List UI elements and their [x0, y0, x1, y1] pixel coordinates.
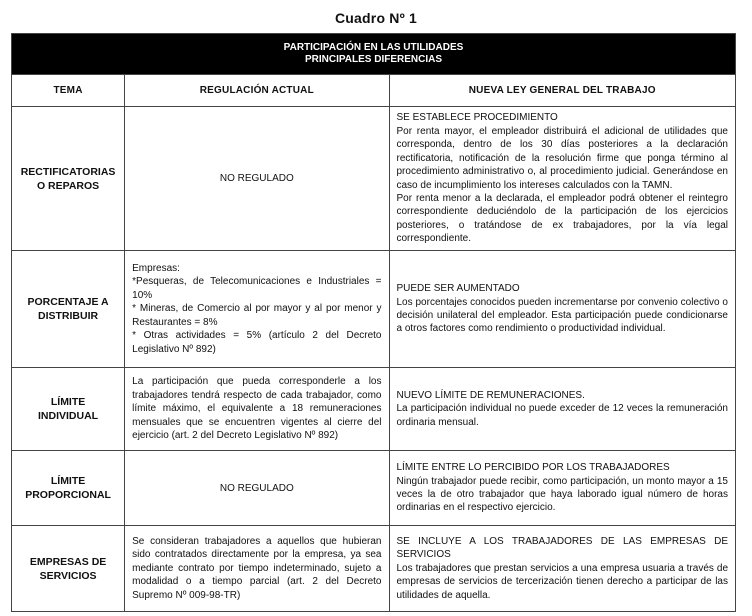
table-row: [12, 451, 736, 526]
regulacion-actual-cell: [125, 526, 389, 612]
nueva-ley-cell: [389, 451, 736, 526]
regulacion-actual-cell: [125, 251, 389, 368]
table-banner-row: [12, 34, 736, 75]
tema-line: INDIVIDUAL: [38, 410, 99, 422]
regulacion-actual-cell: [125, 451, 389, 526]
nueva-ley-heading: NUEVO LÍMITE DE REMUNERACIONES.: [396, 389, 585, 401]
tema-line: DISTRIBUIR: [38, 310, 99, 322]
row-tema-limite-individual: [12, 368, 125, 451]
regulacion-actual-paragraph: * Mineras, de Comercio al por mayor y al por menor y Restaurantes = 8%: [132, 303, 382, 328]
tema-line: RECTIFICATORIAS: [20, 165, 116, 178]
nueva-ley-cell: [389, 526, 736, 612]
nueva-ley-paragraph: Por renta menor a la declarada, el empleador podrá obtener el reintegro correspondiente deduciéndolo de la participación de los ejercicios posteriores, o tratándose de ex trabajadores, por la vía legal correspondiente.: [396, 192, 728, 245]
tema-line: EMPRESAS DE: [29, 555, 107, 568]
tema-line: LÍMITE: [50, 475, 86, 487]
nueva-ley-cell: [389, 368, 736, 451]
regulacion-actual-paragraph: La participación que pueda corresponderle a los trabajadores tendrá respecto de cada trabajador, como límite máximo, el equivalente a 18 remuneraciones mensuales que se encuentren vigentes al cierre del ejercicio (art. 2 del Decreto Legislativo Nº 892): [132, 376, 382, 442]
tema-line: PORCENTAJE A: [27, 296, 109, 308]
tema-line: SERVICIOS: [39, 569, 97, 582]
tema-line: LÍMITE: [50, 396, 86, 408]
table-banner: [12, 34, 736, 75]
column-header-row: [12, 75, 736, 107]
column-header-actual: REGULACIÓN ACTUAL: [125, 75, 389, 107]
table-row: [12, 107, 736, 251]
tema-line: O REPAROS: [36, 179, 100, 192]
nueva-ley-heading: LÍMITE ENTRE LO PERCIBIDO POR LOS TRABAJADORES: [396, 462, 670, 474]
nueva-ley-paragraph: Los porcentajes conocidos pueden incrementarse por convenio colectivo o decisión unilateral del empleador. Esta participación puede condicionarse a otros factores como rendimiento o productividad individual.: [396, 296, 728, 335]
nueva-ley-heading: SE INCLUYE A LOS TRABAJADORES DE LAS EMPRESAS DE SERVICIOS: [396, 535, 728, 561]
no-regulado-text: NO REGULADO: [219, 482, 294, 494]
nueva-ley-heading: PUEDE SER AUMENTADO: [396, 283, 520, 295]
no-regulado-text: NO REGULADO: [219, 173, 294, 184]
table-row: [12, 368, 736, 451]
banner-subtitle: PRINCIPALES DIFERENCIAS: [304, 54, 443, 65]
regulacion-actual-paragraph: Se consideran trabajadores a aquellos que hubieran sido contratados directamente por la empresa, ya sea mediante contrato por tiempo indeterminado, sujeto a modalidad o a tiempo parcial (art. 2 del Decreto Supremo Nº 009-98-TR): [132, 535, 382, 601]
column-header-nueva: NUEVA LEY GENERAL DEL TRABAJO: [389, 75, 736, 107]
column-header-tema: TEMA: [12, 75, 125, 107]
banner-title: PARTICIPACIÓN EN LAS UTILIDADES: [283, 42, 464, 53]
row-tema-limite-proporcional: [12, 451, 125, 526]
nueva-ley-paragraph: Ningún trabajador puede recibir, como participación, un monto mayor a 15 veces la de otro trabajador que haya laborado igual número de horas ordinarias en el respectivo ejercicio.: [396, 475, 728, 514]
row-tema-empresas-servicios: [12, 526, 125, 612]
regulacion-actual-paragraph: Empresas:: [132, 263, 180, 275]
tema-line: PROPORCIONAL: [25, 489, 111, 501]
nueva-ley-heading: SE ESTABLECE PROCEDIMIENTO: [396, 112, 558, 124]
table-caption: Cuadro Nº 1: [335, 10, 417, 26]
table-row: [12, 251, 736, 368]
comparison-table-frame: [11, 33, 736, 612]
regulacion-actual-paragraph: *Pesqueras, de Telecomunicaciones e Industriales = 10%: [132, 276, 382, 301]
regulacion-actual-cell: [125, 368, 389, 451]
comparison-table: [11, 33, 736, 612]
row-tema-porcentaje: [12, 251, 125, 368]
nueva-ley-paragraph: La participación individual no puede exceder de 12 veces la remuneración ordinaria mensual.: [396, 403, 728, 428]
nueva-ley-cell: [389, 251, 736, 368]
regulacion-actual-paragraph: * Otras actividades = 5% (artículo 2 del Decreto Legislativo Nº 892): [132, 330, 382, 355]
nueva-ley-cell: [389, 107, 736, 251]
row-tema-rectificatorias: [12, 107, 125, 251]
table-row: [12, 526, 736, 612]
nueva-ley-paragraph: Por renta mayor, el empleador distribuirá el adicional de utilidades que corresponda, dentro de los 30 días posteriores a la declaración rectificatoria, notificación de la resolución firme que ponga término al procedimiento administrativo o, al procedimiento judicial. Generándose en caso de incumplimiento los intereses calculados con la TAMN.: [396, 125, 728, 191]
regulacion-actual-cell: [125, 107, 389, 251]
nueva-ley-paragraph: Los trabajadores que prestan servicios a una empresa usuaria a través de empresas de servicios de tercerización tienen derecho a participar de las utilidades de aquella.: [396, 562, 728, 601]
